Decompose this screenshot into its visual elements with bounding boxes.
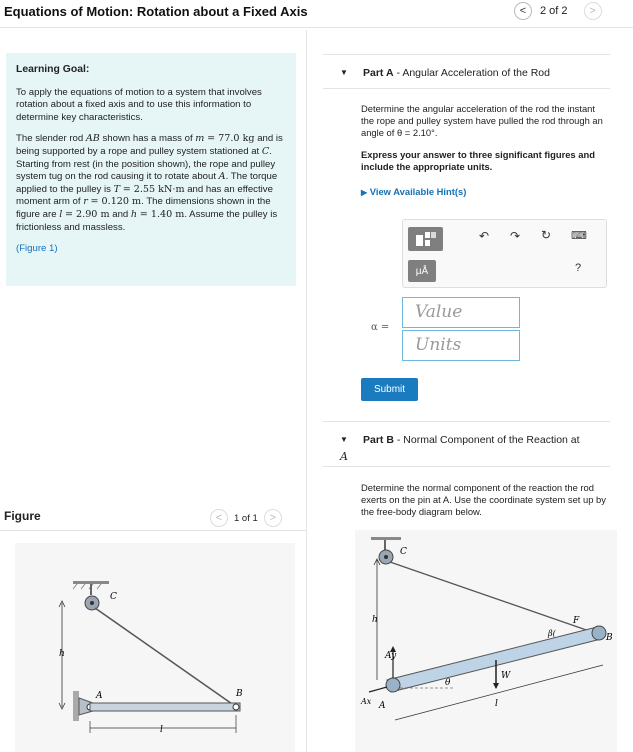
part-b-question: Determine the normal component of the reaction the rod exerts on the pin at A. Use the coordinate system set up by the free-body diagram below. [361,482,606,517]
fbd-label-c: C [400,547,407,557]
page-title: Equations of Motion: Rotation about a Fixed Axis [4,4,308,19]
wall-support [73,691,79,721]
part-a-header[interactable] [363,67,550,79]
submit-button[interactable]: Submit [361,378,418,401]
units-input[interactable]: Units [402,330,520,361]
fbd-label-f: F [573,616,580,626]
part-a-dash: - [393,67,403,79]
label-c: C [110,592,117,602]
fbd-label-ay: Ay [385,651,397,661]
redo-icon[interactable]: ↷ [510,229,521,243]
label-h: h [59,649,65,659]
part-a-title: Angular Acceleration of the Rod [402,67,550,79]
undo-icon[interactable]: ↶ [479,229,490,243]
part-a-instruction: Express your answer to three significant figures and include the appropriate units. [361,149,595,172]
part-b-divider [323,466,610,467]
fbd-label-ax: Ax [361,697,372,706]
fbd-label-beta: β( [548,629,556,638]
figure-1-diagram [15,543,295,752]
part-a-question: Determine the angular acceleration of the rod the instant the rope and pulley system have pulled the rod through an angle of θ = 2.10°. [361,103,603,138]
fbd-label-h: h [372,615,378,625]
templates-icon [415,231,437,247]
fbd-pin-a [386,678,400,692]
page-indicator: 2 of 2 [540,5,568,17]
figure-indicator: 1 of 1 [234,512,258,524]
rod-ab [90,703,240,711]
part-a-divider [323,88,610,89]
fbd-label-w: W [501,671,511,681]
reset-icon[interactable]: ↻ [541,228,552,242]
problem-statement: The slender rod AB shown has a mass of m = 77.0 kg and is being supported by a rope and pulley system stationed at C. Starting from rest (in the position shown), the rope and pulley system tug on the rod causing it to rotate about A. The torque applied to the pulley is T = 2.55 kN·m and has an effective moment arm of r = 0.120 m. The dimensions shown in the figure are l = 2.90 m and h = 1.40 m. Assume the pulley is frictionless and massless. [16,133,283,233]
ceiling-mount [73,581,109,584]
alpha-label: α = [371,322,390,333]
figure-next-button[interactable]: > [264,509,282,527]
part-b-title: Normal Component of the Reaction at [403,434,580,446]
help-button[interactable]: ? [575,262,582,274]
prev-page-button[interactable]: < [514,2,532,20]
label-l: l [160,725,163,735]
free-body-diagram [355,530,617,752]
hint-caret-icon: ▶ [361,188,368,197]
fbd-label-theta: θ [445,678,451,688]
figure-prev-button[interactable]: < [210,509,228,527]
part-a-label: Part A [363,67,394,79]
fbd-label-l: l [495,699,498,709]
figure-heading: Figure [4,509,41,523]
part-b-top-line [323,421,610,422]
value-input[interactable]: Value [402,297,520,328]
next-page-button[interactable]: > [584,2,602,20]
fbd-ceiling [371,537,401,540]
templates-button[interactable] [408,227,443,251]
fbd-end-b [592,626,606,640]
label-b: B [236,689,243,699]
column-divider [306,30,307,752]
part-a-caret-icon[interactable]: ▼ [340,68,348,77]
fbd-label-a: A [379,701,386,711]
figure-divider [0,530,306,531]
part-b-label: Part B [363,434,394,446]
fbd-label-b: B [606,633,613,643]
part-b-header[interactable] [363,434,580,446]
units-button[interactable]: μÅ [408,260,436,282]
learning-goal-panel [6,53,296,286]
figure-nav [210,509,282,527]
part-b-caret-icon[interactable]: ▼ [340,435,348,444]
keyboard-icon[interactable]: ⌨ [571,230,587,242]
part-a-top-line [323,54,610,55]
figure-link[interactable]: (Figure 1) [16,243,58,255]
hint-link[interactable] [361,186,466,197]
label-a: A [96,691,103,701]
header-divider [0,27,633,28]
learning-goal-heading: Learning Goal: [16,64,90,75]
hint-label: View Available Hint(s) [369,186,467,197]
learning-goal-text: To apply the equations of motion to a system that involves rotation about a fixed axis and to use this information to determine key characteristics. [16,86,262,123]
part-b-title-cont: A [340,450,348,463]
math-toolbar [402,219,607,288]
page-nav [514,2,602,20]
part-b-dash: - [393,434,404,446]
